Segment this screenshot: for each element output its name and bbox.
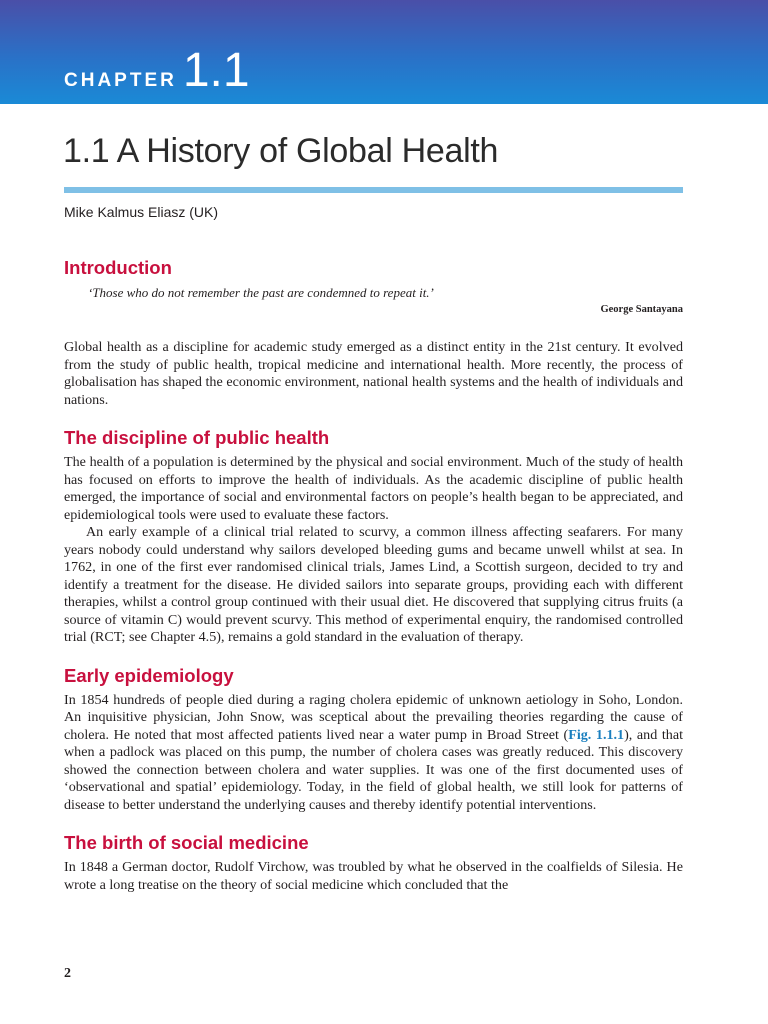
social-medicine-paragraph: In 1848 a German doctor, Rudolf Virchow, was troubled by what he observed in the coalfields of Silesia. He wrote a long treatise on the theory of social medicine which concluded that the: [64, 859, 683, 893]
chapter-banner: [0, 0, 768, 104]
introduction-paragraph: Global health as a discipline for academic study emerged as a distinct entity in the 21st century. It evolved from the study of public health, tropical medicine and international health. More recently, the process of globalisation has shaped the economic environment, national health systems and the health of individuals and nations.: [64, 339, 683, 408]
section-early-epidemiology: [64, 664, 683, 815]
epidemiology-text-after-ref: ), and that when a padlock was placed on this pump, the number of cholera cases was greatly reduced. This discovery showed the connection between cholera and water supplies. It was one of the first documented uses of ‘observational and spatial’ epidemiology. Today, in the field of global health, we still look for patterns of disease to better understand the underlying causes and thereby identify potential interventions.: [64, 726, 683, 813]
epidemiology-text-before-ref: In 1854 hundreds of people died during a raging cholera epidemic of unknown aetiology in Soho, London. An inquisitive physician, John Snow, was sceptical about the prevailing theories regarding the cause of cholera. He noted that most affected patients lived near a water pump in Broad Street (: [64, 691, 683, 743]
epidemiology-paragraph: [64, 692, 683, 815]
section-introduction: [64, 256, 683, 409]
epigraph-quote: ‘Those who do not remember the past are condemned to repeat it.’: [88, 285, 434, 300]
author-line: Mike Kalmus Eliasz (UK): [64, 204, 219, 220]
section-social-medicine: [64, 831, 683, 894]
epigraph: [64, 284, 683, 317]
section-public-health: [64, 426, 683, 647]
chapter-word: CHAPTER: [64, 70, 177, 91]
section-heading-social-medicine: The birth of social medicine: [64, 832, 309, 853]
public-health-paragraph-1: The health of a population is determined by the physical and social environment. Much of the study of health has focused on efforts to improve the health of individuals. As the academic discipline of public health emerged, the importance of social and environmental factors on people’s health began to be appreciated, and epidemiological tools were used to evaluate these factors.: [64, 454, 683, 523]
section-heading-introduction: Introduction: [64, 257, 172, 278]
title-divider: [64, 187, 683, 193]
chapter-number: 1.1: [182, 44, 250, 97]
page-title: 1.1 A History of Global Health: [63, 132, 499, 170]
figure-reference-link[interactable]: Fig. 1.1.1: [568, 726, 625, 743]
public-health-paragraph-2: An early example of a clinical trial related to scurvy, a common illness affecting seafarers. For many years nobody could understand why sailors developed bleeding gums and became unwell whilst at sea. In 1762, in one of the first ever randomised clinical trials, James Lind, a Scottish surgeon, decided to try and identify a treatment for the disease. He divided sailors into separate groups, providing each with different therapies, whilst a control group continued with their usual diet. He discovered that supplying citrus fruits (a source of vitamin C) would prevent scurvy. This method of experimental enquiry, the randomised controlled trial (RCT; see Chapter 4.5), remains a gold standard in the evaluation of therapy.: [64, 524, 683, 645]
section-heading-public-health: The discipline of public health: [64, 427, 330, 448]
page-number: 2: [64, 966, 71, 981]
epigraph-author: George Santayana: [600, 304, 683, 315]
chapter-label: [64, 44, 250, 97]
section-heading-epidemiology: Early epidemiology: [64, 664, 234, 686]
article-body: [64, 256, 683, 894]
